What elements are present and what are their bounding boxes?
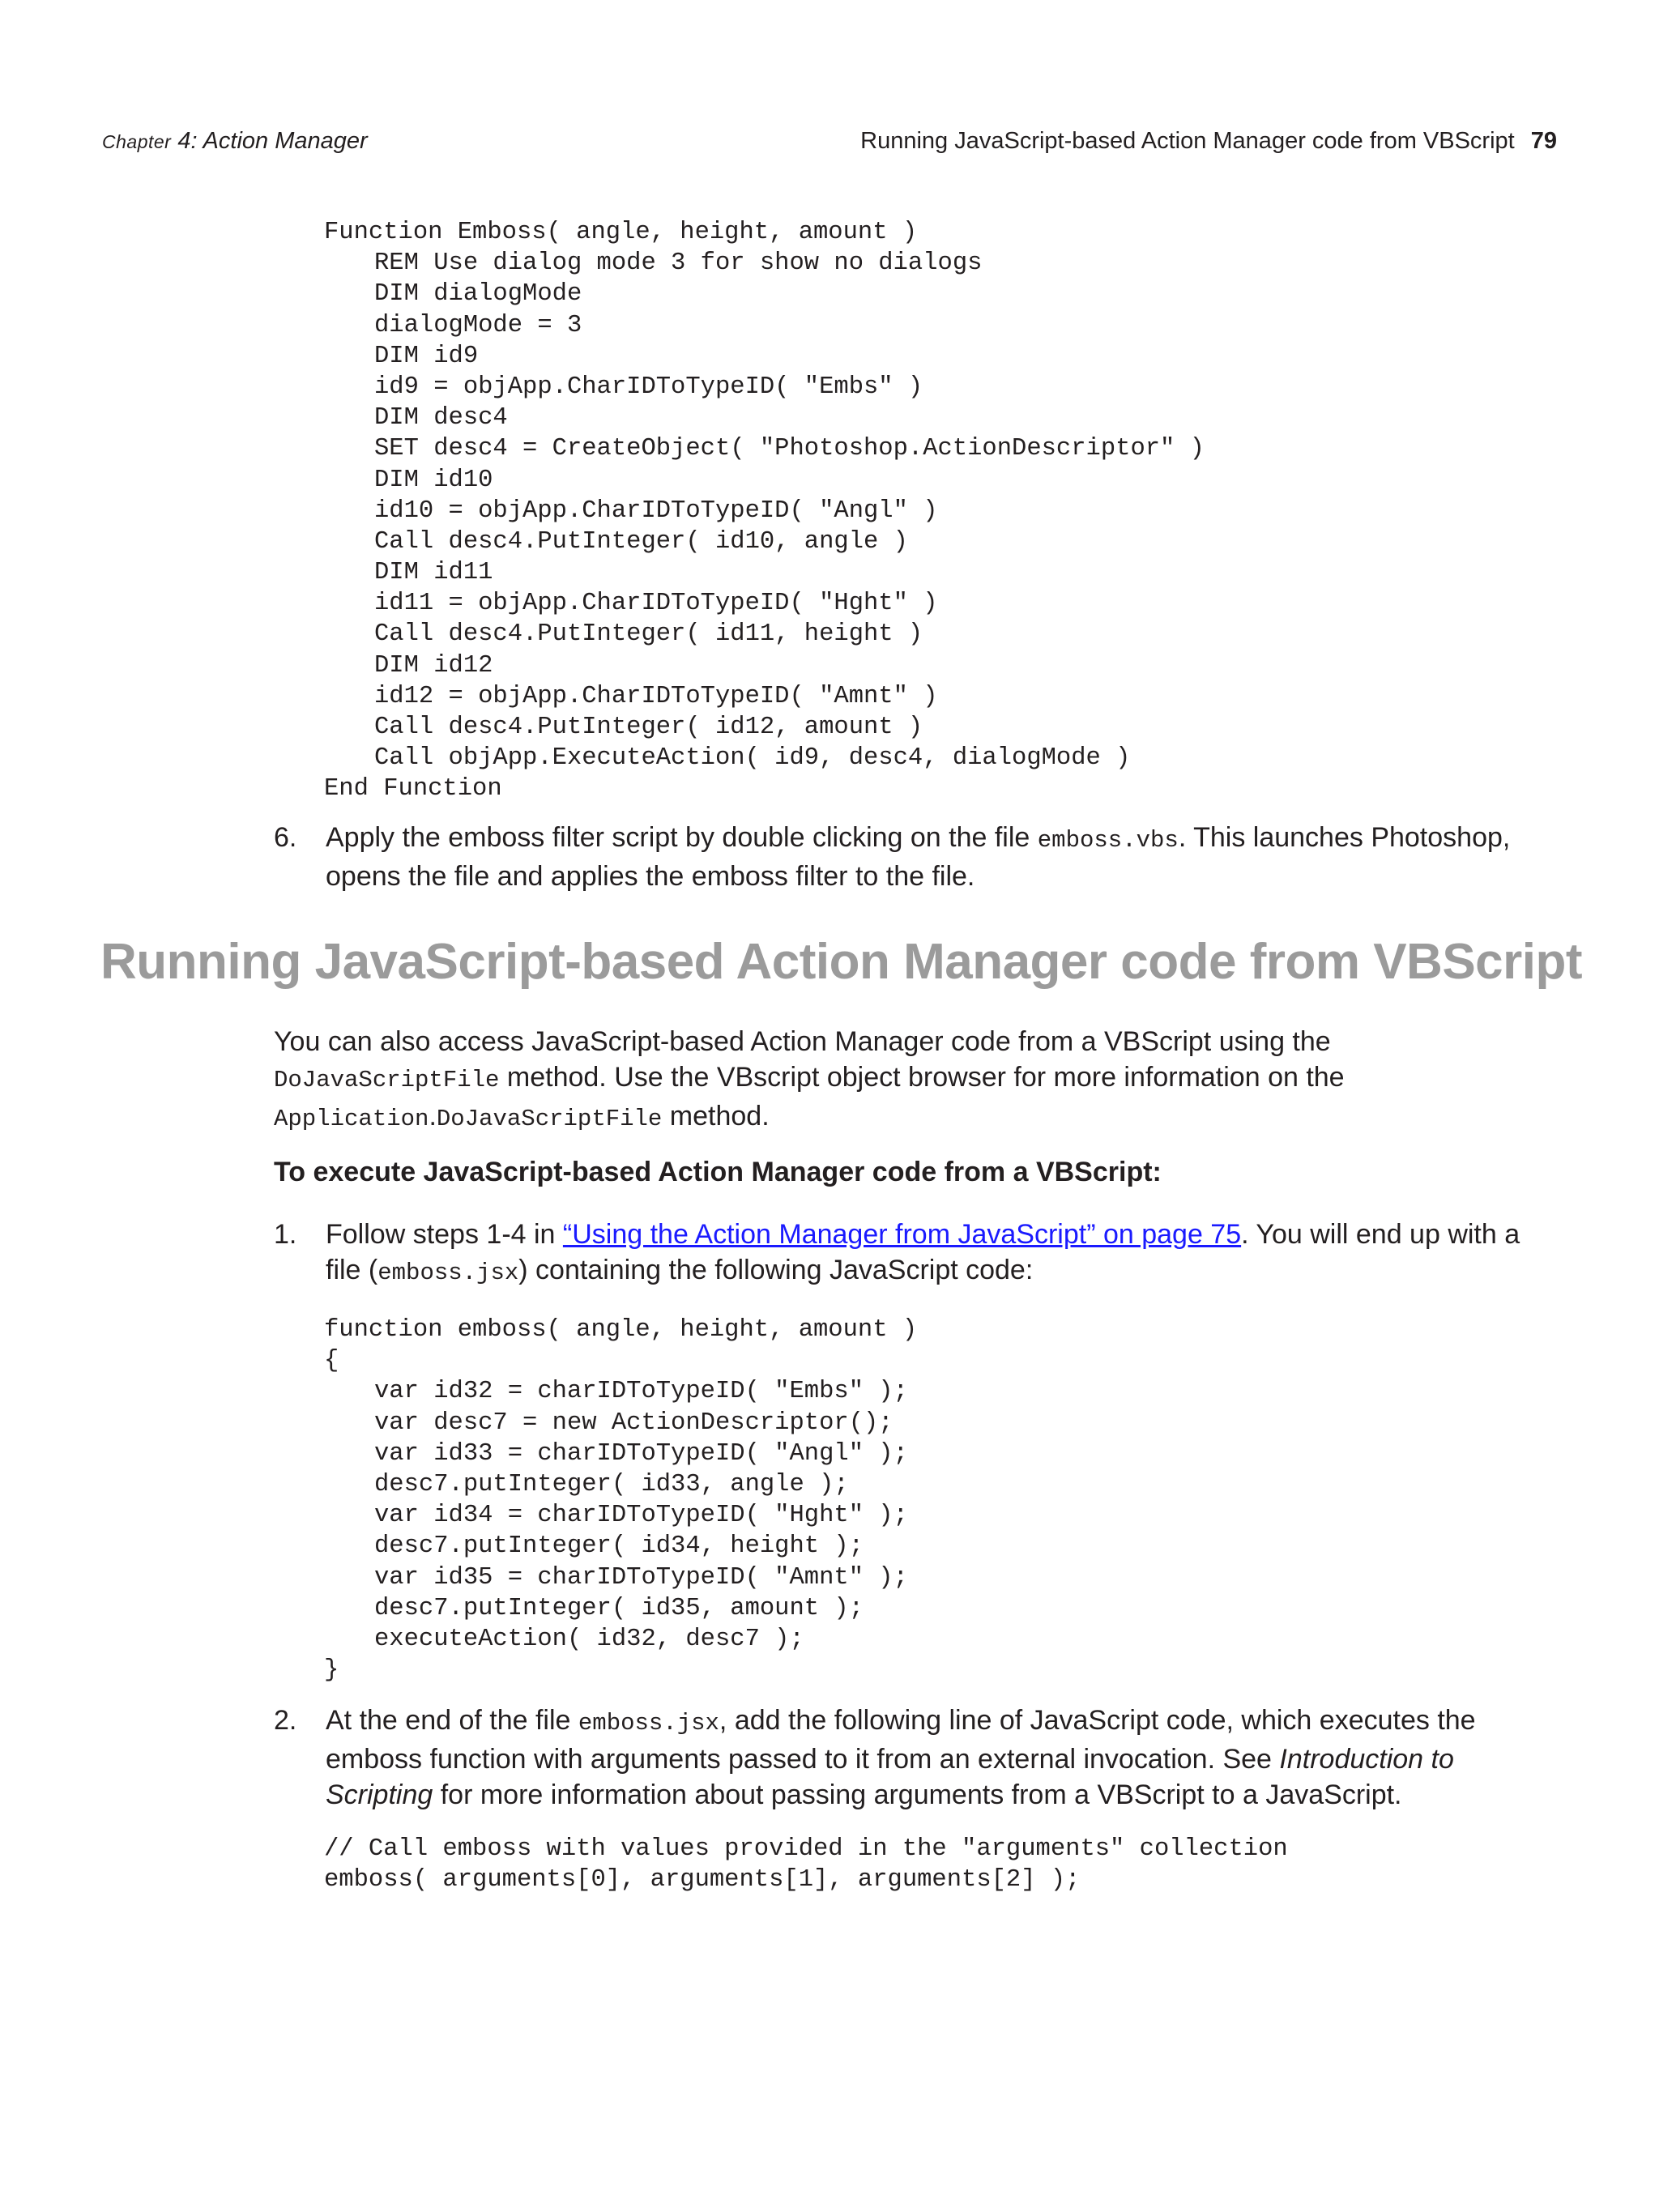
code-block-vbscript bbox=[324, 217, 1205, 805]
chapter-label: Chapter 4: Action Manager bbox=[102, 128, 368, 154]
inline-code: emboss.jsx bbox=[578, 1710, 719, 1737]
code-line: id11 = objApp.CharIDToTypeID( "Hght" ) bbox=[374, 590, 938, 618]
book-title: Introduction to Scripting bbox=[326, 1744, 1454, 1810]
running-head-title: Running JavaScript-based Action Manager code from VBScript bbox=[860, 128, 1515, 154]
code-line: // Call emboss with values provided in the "arguments" collection bbox=[324, 1835, 1288, 1863]
code-line: id9 = objApp.CharIDToTypeID( "Embs" ) bbox=[374, 373, 923, 401]
code-line: desc7.putInteger( id33, angle ); bbox=[374, 1470, 849, 1498]
code-line: DIM dialogMode bbox=[374, 280, 582, 309]
code-line: DIM id11 bbox=[374, 559, 493, 587]
procedure-heading: To execute JavaScript-based Action Manager code from a VBScript: bbox=[274, 1157, 1162, 1187]
code-line: Function Emboss( angle, height, amount ) bbox=[324, 219, 918, 246]
code-line: function emboss( angle, height, amount ) bbox=[324, 1316, 918, 1344]
step-text: At the end of the file emboss.jsx, add the following line of JavaScript code, which executes the emboss function with arguments passed to it from an external invocation. See Introduction to Scripting for more information about passing arguments from a VBScript to a JavaScript. bbox=[326, 1705, 1476, 1810]
inline-code: DoJavaScriptFile bbox=[274, 1067, 500, 1093]
cross-reference-link[interactable]: “Using the Action Manager from JavaScript” on page 75 bbox=[562, 1219, 1242, 1250]
code-line: Call objApp.ExecuteAction( id9, desc4, dialogMode ) bbox=[374, 744, 1131, 773]
code-line: desc7.putInteger( id35, amount ); bbox=[374, 1594, 864, 1622]
code-line: DIM id9 bbox=[374, 342, 479, 370]
code-line: DIM id12 bbox=[374, 651, 493, 680]
inline-code: emboss.jsx bbox=[377, 1259, 519, 1286]
code-line: var id32 = charIDToTypeID( "Embs" ); bbox=[374, 1378, 908, 1406]
code-line: End Function bbox=[324, 775, 502, 803]
code-line: var id33 = charIDToTypeID( "Angl" ); bbox=[374, 1439, 908, 1468]
code-line: executeAction( id32, desc7 ); bbox=[374, 1625, 804, 1653]
inline-code: emboss.vbs bbox=[1037, 827, 1179, 854]
section-heading: Running JavaScript-based Action Manager code from VBScript bbox=[100, 934, 1583, 990]
step-number: 1. bbox=[274, 1219, 297, 1250]
code-line: var desc7 = new ActionDescriptor(); bbox=[374, 1409, 893, 1437]
code-line: Call desc4.PutInteger( id10, angle ) bbox=[374, 527, 908, 556]
code-block-call bbox=[324, 1834, 1288, 1895]
step-number: 6. bbox=[274, 822, 297, 853]
code-line: dialogMode = 3 bbox=[374, 311, 582, 339]
intro-paragraph: You can also access JavaScript-based Action Manager code from a VBScript using the DoJavaScriptFile method. Use the VBscript object browser for more information on the Application.DoJavaScriptFile method. bbox=[274, 1026, 1345, 1132]
code-line: } bbox=[324, 1656, 339, 1685]
code-line: id12 = objApp.CharIDToTypeID( "Amnt" ) bbox=[374, 682, 938, 710]
inline-code: DoJavaScriptFile bbox=[436, 1106, 663, 1132]
running-head bbox=[860, 128, 1557, 155]
code-line: var id34 = charIDToTypeID( "Hght" ); bbox=[374, 1502, 908, 1530]
code-line: DIM id10 bbox=[374, 466, 493, 494]
code-line: Call desc4.PutInteger( id12, amount ) bbox=[374, 714, 923, 741]
code-line: Call desc4.PutInteger( id11, height ) bbox=[374, 620, 923, 649]
code-line: desc7.putInteger( id34, height ); bbox=[374, 1532, 864, 1561]
code-line: id10 = objApp.CharIDToTypeID( "Angl" ) bbox=[374, 497, 938, 525]
page-header bbox=[102, 128, 1557, 160]
code-line: emboss( arguments[0], arguments[1], arguments[2] ); bbox=[324, 1866, 1081, 1894]
code-line: DIM desc4 bbox=[374, 404, 508, 433]
step-number: 2. bbox=[274, 1705, 297, 1736]
step-text: Apply the emboss filter script by double clicking on the file emboss.vbs. This launches Photoshop, opens the file and applies the emboss filter to the file. bbox=[326, 822, 1511, 892]
code-block-javascript bbox=[324, 1315, 917, 1686]
page-number: 79 bbox=[1530, 128, 1557, 154]
code-line: var id35 = charIDToTypeID( "Amnt" ); bbox=[374, 1563, 908, 1592]
code-line: SET desc4 = CreateObject( "Photoshop.ActionDescriptor" ) bbox=[374, 435, 1205, 463]
code-line: REM Use dialog mode 3 for show no dialogs bbox=[374, 249, 983, 278]
code-line: { bbox=[324, 1347, 339, 1375]
inline-code: Application bbox=[274, 1106, 429, 1132]
step-text: Follow steps 1-4 in “Using the Action Manager from JavaScript” on page 75. You will end up with a file (emboss.jsx) containing the following JavaScript code: bbox=[326, 1219, 1520, 1286]
